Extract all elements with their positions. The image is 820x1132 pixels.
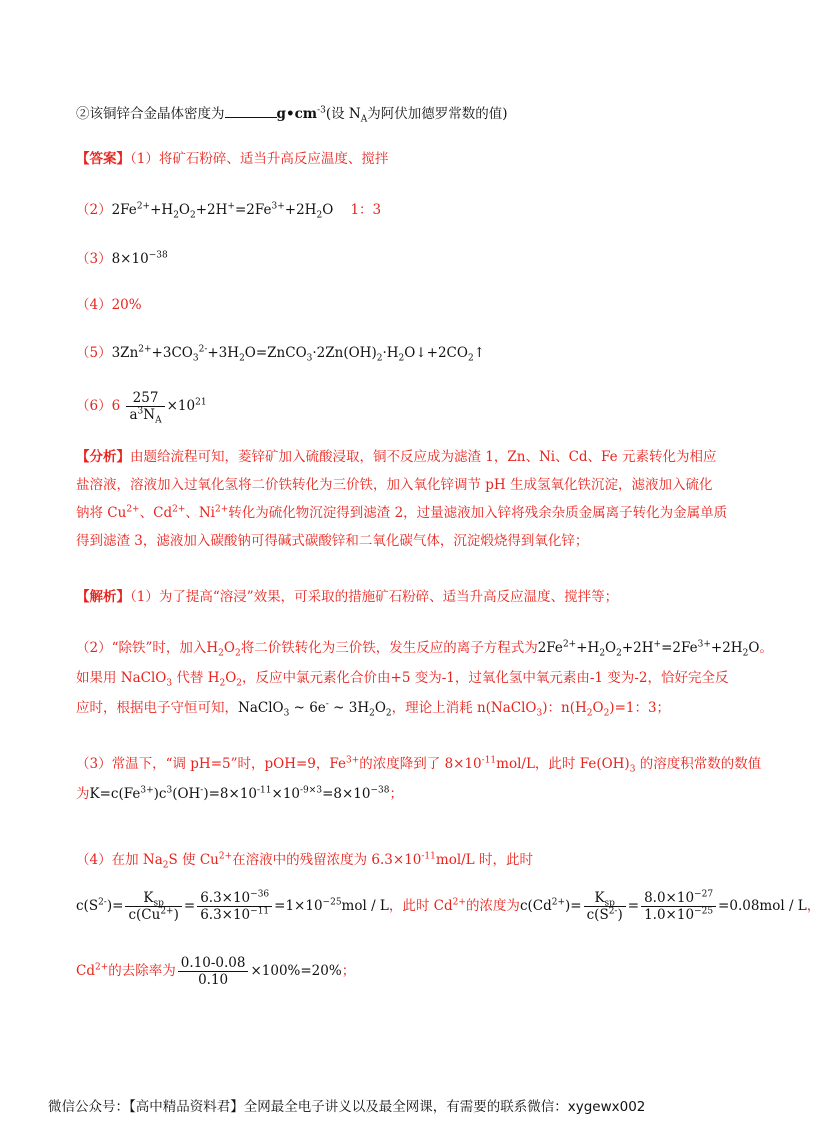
q2-prefix: ②该铜锌合金晶体密度为 [76,106,225,122]
answer-blank[interactable] [225,105,277,118]
question-2: ②该铜锌合金晶体密度为 $g•cm^{-3}$(设 $N_A$为阿伏加德罗常数的值) [76,105,508,125]
analysis-tag: 【分析】 [76,449,130,465]
analysis-line-4: 得到滤渣 3，滤液加入碳酸钠可得碱式碳酸锌和二氧化碳气体，沉淀煅烧得到氧化锌； [76,533,589,549]
explain-tag: 【解析】 [76,589,130,605]
explain-2-line-1: （2）“除铁”时，加入$H_2O_2$将二价铁转化为三价铁，发生反应的离子方程式为$2Fe^{2+}+H_2O_2+2H^+=2Fe^{3+}+2H_2O$。 [76,639,773,659]
analysis-line-2: 盐溶液，溶液加入过氧化氢将二价铁转化为三价铁，加入氧化锌调节 pH 生成氢氧化铁沉淀，滤液加入硫化 [76,477,713,493]
answer-5: $(5)3Zn^{2+}+3CO_3^{2-}+3H_2O=ZnCO_3\cdot 2Zn(OH)_2\cdot H_2O↓+2CO_2↑$ [76,344,486,364]
footer: 微信公众号：【高中精品资料君】全网最全电子讲义以及最全网课，有需要的联系微信：xygewx002 [48,1099,646,1115]
analysis-line-3: 钠将 $Cu^{2+}$、$Cd^{2+}$、$Ni^{2+}$转化为硫化物沉淀得到滤渣 2，过量滤液加入锌将残余杂质金属离子转化为金属单质 [76,504,728,521]
explain-1: 【解析】（1）为了提高“溶浸”效果，可采取的措施矿石粉碎、适当升高反应温度、搅拌等； [76,589,619,605]
answer-1: 【答案】（1）将矿石粉碎、适当升高反应温度、搅拌 [76,151,389,167]
explain-4-line-1: （4）在加 $Na_2S$ 使 $Cu^{2+}$在溶液中的残留浓度为 $6.3\times 10^{-11}mol/L$ 时，此时 [76,851,533,871]
answer-2: $(2)2Fe^{2+}+H_2O_2+2H^+=2Fe^{3+}+2H_2O$ 1：3 [76,201,382,221]
q2-unit: g•cm [276,106,318,122]
explain-4-line-2: $c(S^{2-})=$ $\frac{K_{sp}}{c(Cu^{2+})}$ = $\frac{6.3\times 10^{-36}}{6.3\times 10^{-11}}$ $=1\times 10^{-25}mol / L$，此时 $Cd^{2+}$的浓度为$c(Cd^{2+})=$ $\frac{K_{sp}}{c(S^{2-})}$ = $\frac{8.0\times 10^{-27}}{1.0\times 10^{-25}}$ =0.08mol / L， [76,889,820,923]
explain-3-line-1: （3）常温下，“调 pH=5”时，pOH=9，$Fe^{3+}$的浓度降到了 $8\times 10^{-11}mol/L$，此时 $Fe(OH)_3$ 的溶度积常数的数值 [76,755,762,775]
explain-3-line-2: 为$K=c(Fe^{3+})c^3(OH^-)=8\times 10^{-11}\times 10^{-9\times 3}=8\times 10^{-38}$； [76,785,403,802]
answer-tag: 【答案】 [76,151,130,167]
explain-2-line-2: 如果用 NaClO$_3$ 代替 $H_2O_2$，反应中氯元素化合价由+5 变为-1，过氧化氢中氧元素由-1 变为-2，恰好完全反 [76,670,729,689]
explain-4-line-3: $Cd^{2+}$的去除率为 $\frac{0.10-0.08}{0.10}$ ×100%=20%； [76,955,356,988]
answer-6: （6）6 $\frac{257}{a^3N_A}$ $\times 10^{21}$ [76,390,207,426]
explain-2-line-3: 应时，根据电子守恒可知，NaClO$_3$ ~ 6e- ~ $3H_2O_2$，理论上消耗 n(NaClO$_3$)：$n(H_2O_2)=1$：3； [76,699,671,719]
analysis-line-1: 【分析】由题给流程可知，菱锌矿加入硫酸浸取，铜不反应成为滤渣 1，Zn、Ni、Cd、Fe 元素转化为相应 [76,449,717,465]
answer-3: $(3)8\times 10^{-38}$ [76,250,168,267]
answer-4: （4）20% [76,297,142,313]
